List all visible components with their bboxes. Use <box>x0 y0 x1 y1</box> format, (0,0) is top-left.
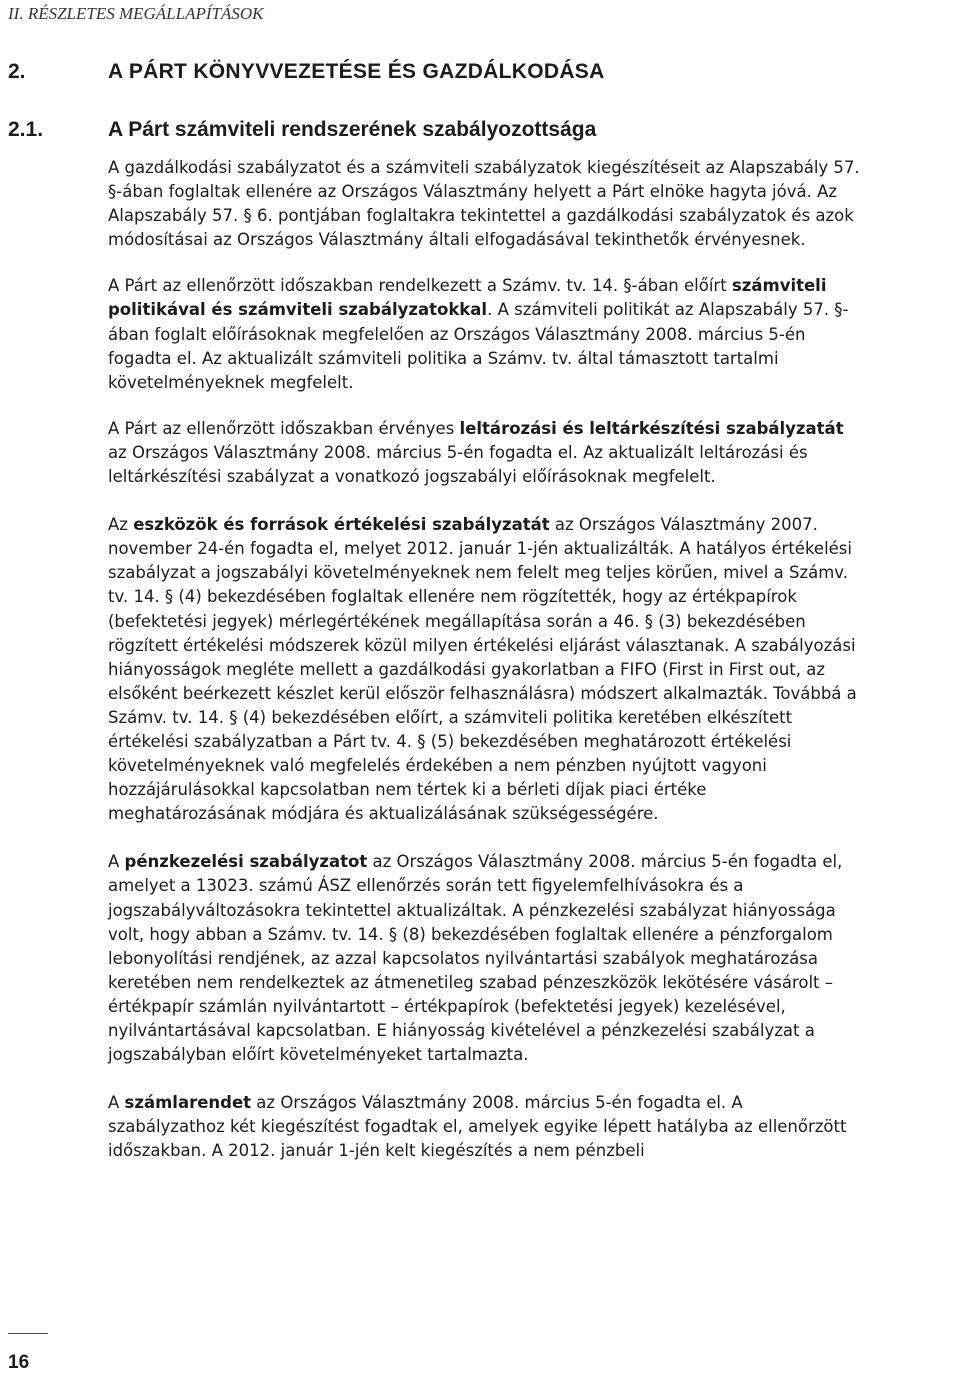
paragraph <box>108 417 860 489</box>
running-header: II. RÉSZLETES MEGÁLLAPÍTÁSOK <box>8 4 264 23</box>
paragraph-text: A Párt az ellenőrzött időszakban érvényes <box>108 418 460 438</box>
section-heading <box>8 118 596 142</box>
footer-rule <box>8 1333 48 1334</box>
paragraph-text: Az <box>108 515 134 535</box>
chapter-number: 2. <box>8 60 26 83</box>
emphasis: leltározási és leltárkészítési szabályzatát <box>459 418 844 438</box>
paragraph-text: A <box>108 1093 125 1113</box>
paragraph-text: A <box>108 852 125 872</box>
paragraph <box>108 513 860 826</box>
emphasis: számlarendet <box>124 1093 252 1113</box>
paragraph <box>108 1091 860 1163</box>
section-title: A Párt számviteli rendszerének szabályozottsága <box>108 118 597 141</box>
paragraph <box>108 274 860 394</box>
chapter-title: A PÁRT KÖNYVVEZETÉSE ÉS GAZDÁLKODÁSA <box>108 60 605 83</box>
emphasis: eszközök és források értékelési szabályzatát <box>133 515 550 535</box>
paragraph-text: az Országos Választmány 2008. március 5-én fogadta el. Az aktualizált leltározási és leltárkészítési szabályzat a vonatkozó jogszabályi előírásoknak megfelelt. <box>108 442 808 487</box>
paragraph-text: az Országos Választmány 2007. november 24-én fogadta el, melyet 2012. január 1-jén aktualizálták. A hatályos értékelési szabályzat a jogszabályi követelményeknek nem felelt meg teljes körűen, mivel a Számv. tv. 14. § (4) bekezdésében foglaltak ellenére nem rögzítették, hogy az értékpapírok (befektetési jegyek) mérlegértékének megállapítása során a 46. § (3) bekezdésében rögzített értékelési módszerek közül milyen értékelési eljárást választanak. A szabályozási hiányosságok megléte mellett a gazdálkodási gyakorlatban a FIFO (First in First out, az elsőként beérkezett készlet kerül először felhasználásra) módszert alkalmazták. Továbbá a Számv. tv. 14. § (4) bekezdésében előírt, a számviteli politika keretében elkészített értékelési szabályzatban a Párt tv. 4. § (5) bekezdésében meghatározott értékelési követelményeknek való megfelelés érdekében a nem pénzben nyújtott vagyoni hozzájárulásokkal kapcsolatban nem tértek ki a bérleti díjak piaci értéke meghatározásának módjára és aktualizálásának szükségességére. <box>108 515 857 824</box>
paragraph: A gazdálkodási szabályzatot és a számviteli szabályzatok kiegészítéseit az Alapszabály 57. §-ában foglaltak ellenére az Országos Választmány helyett a Párt elnöke hagyta jóvá. Az Alapszabály 57. § 6. pontjában foglaltakra tekintettel a gazdálkodási szabályzatok és azok módosításai az Országos Választmány általi elfogadásával tekinthetők érvényesnek. <box>108 158 860 250</box>
paragraph-text: az Országos Választmány 2008. március 5-én fogadta el, amelyet a 13023. számú ÁSZ ellenőrzés során tett figyelemfelhívásokra és a jogszabályváltozásokra tekintettel aktualizáltak. A pénzkezelési szabályzat hiányossága volt, hogy abban a Számv. tv. 14. § (8) bekezdésében foglaltak ellenére a pénzforgalom lebonyolítási rendjének, az azzal kapcsolatos nyilvántartási szabályok meghatározása keretében nem rendelkeztek az átmenetileg szabad pénzeszközök lekötésére vásárolt – értékpapír számlán nyilvántartott – értékpapírok (befektetési jegyek) kezelésével, nyilvántartásával kapcsolatban. E hiányosság kivételével a pénzkezelési szabályzat a jogszabályban előírt követelményeket tartalmazta. <box>108 852 843 1065</box>
chapter-heading <box>8 60 605 84</box>
emphasis: pénzkezelési szabályzatot <box>124 852 368 872</box>
paragraph-text: az Országos Választmány 2008. március 5-én fogadta el. A szabályzathoz két kiegészítést fogadtak el, amelyek egyike lépett hatályba az ellenőrzött időszakban. A 2012. január 1-jén kelt kiegészítés a nem pénzbeli <box>108 1093 847 1161</box>
paragraph <box>108 850 860 1067</box>
paragraph-text: . A számviteli politikát az Alapszabály 57. §-ában foglalt előírásoknak megfelelően az Országos Választmány 2008. március 5-én fogadta el. Az aktualizált számviteli politika a Számv. tv. által támasztott tartalmi követelményeknek megfelelt. <box>108 300 849 392</box>
paragraph-text: A Párt az ellenőrzött időszakban rendelkezett a Számv. tv. 14. §-ában előírt <box>108 276 732 296</box>
page-number: 16 <box>8 1352 30 1373</box>
section-number: 2.1. <box>8 118 44 141</box>
emphasis: számviteli politikával és számviteli szabályzatokkal <box>108 276 827 320</box>
body-text <box>108 156 860 1187</box>
